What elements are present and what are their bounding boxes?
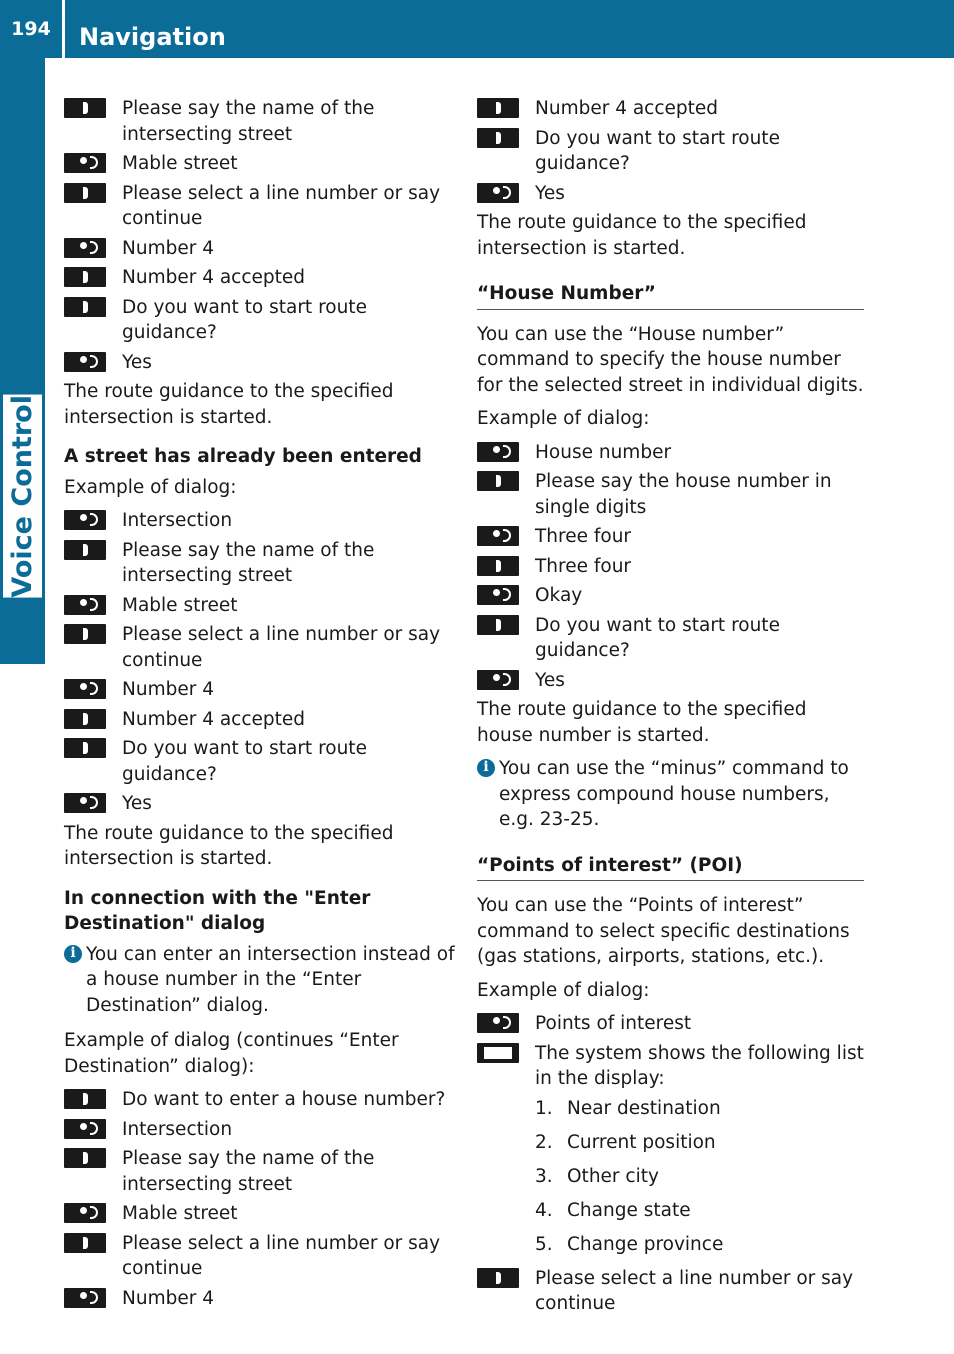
section-heading-poi: “Points of interest” (POI) <box>477 853 864 882</box>
dialog-text: Number 4 <box>122 237 214 259</box>
list-item-number: 3. <box>535 1165 553 1187</box>
dialog-text: Yes <box>122 793 152 814</box>
page-number: 194 <box>11 18 51 40</box>
dialog-text: Three four <box>535 526 632 547</box>
dialog-row <box>64 791 456 817</box>
subheading: In connection with the "Enter Destination" dialog <box>64 887 371 934</box>
dialog-text: Mable street <box>122 594 238 616</box>
dialog-row <box>477 126 864 177</box>
speaker-icon <box>64 540 106 560</box>
dialog-row <box>477 1011 864 1037</box>
speaker-icon <box>64 738 106 758</box>
dialog-row <box>64 1231 456 1282</box>
speaker-icon <box>477 1268 519 1288</box>
dialog-row <box>64 622 456 673</box>
dialog-row <box>64 96 456 147</box>
dialog-row <box>477 181 864 207</box>
dialog-row <box>477 554 864 580</box>
dialog-text: Number 4 accepted <box>122 267 306 288</box>
user-speech-icon <box>64 595 106 615</box>
dialog-row <box>477 668 864 694</box>
speaker-icon <box>64 267 106 287</box>
list-item-number: 1. <box>535 1097 553 1119</box>
info-note <box>477 756 864 833</box>
dialog-poi-continued <box>477 1266 864 1317</box>
dialog-text: Intersection <box>122 510 233 531</box>
dialog-text: Number 4 accepted <box>535 98 719 119</box>
dialog-row <box>64 736 456 787</box>
dialog-row <box>64 1286 456 1312</box>
dialog-text: Points of interest <box>535 1013 692 1034</box>
info-text: You can enter an intersection instead of a house number in the “Enter Destination” dialog. <box>86 943 455 1016</box>
dialog-row <box>477 524 864 550</box>
dialog-row <box>64 1201 456 1227</box>
dialog-text: Please say the name of the intersecting street <box>122 539 375 586</box>
display-icon <box>477 1043 519 1063</box>
speaker-icon <box>64 624 106 644</box>
dialog-continued <box>477 96 864 206</box>
dialog-text: The system shows the following list in the display: <box>535 1042 864 1089</box>
user-speech-icon <box>64 238 106 258</box>
dialog-row <box>64 593 456 619</box>
section-title: Navigation <box>79 23 226 51</box>
paragraph: The route guidance to the specified house number is started. <box>477 699 807 746</box>
user-speech-icon <box>477 442 519 462</box>
list-item-number: 4. <box>535 1199 553 1221</box>
speaker-icon <box>64 98 106 118</box>
dialog-text: Number 4 <box>122 679 214 700</box>
paragraph: You can use the “House number” command to specify the house number for the selected street in individual digits. <box>477 323 864 396</box>
dialog-enter-destination <box>64 1087 456 1311</box>
dialog-text: Please say the house number in single digits <box>535 471 832 518</box>
dialog-text: Do you want to start route guidance? <box>122 738 367 785</box>
dialog-street-entered <box>64 508 456 817</box>
speaker-icon <box>64 1148 106 1168</box>
list-item <box>535 1130 864 1156</box>
user-speech-icon <box>64 679 106 699</box>
dialog-row <box>477 613 864 664</box>
dialog-row <box>64 151 456 177</box>
header-divider <box>62 0 65 58</box>
dialog-row <box>477 440 864 466</box>
user-speech-icon <box>64 1288 106 1308</box>
user-speech-icon <box>477 1013 519 1033</box>
dialog-text: Number 4 accepted <box>122 708 306 730</box>
dialog-row <box>64 677 456 703</box>
speaker-icon <box>477 615 519 635</box>
chapter-tab-label-wrap <box>0 58 45 598</box>
list-item-text: Change province <box>567 1233 724 1255</box>
speaker-icon <box>477 128 519 148</box>
list-item <box>535 1164 864 1190</box>
dialog-row <box>64 1117 456 1143</box>
speaker-icon <box>477 98 519 118</box>
list-item-text: Current position <box>567 1131 716 1153</box>
list-item-text: Near destination <box>567 1097 721 1119</box>
dialog-text: Mable street <box>122 153 238 174</box>
user-speech-icon <box>477 526 519 546</box>
dialog-row <box>477 583 864 609</box>
dialog-text: Do you want to start route guidance? <box>535 127 780 174</box>
user-speech-icon <box>64 793 106 813</box>
dialog-text: Do want to enter a house number? <box>122 1089 446 1110</box>
list-item-number: 2. <box>535 1131 553 1153</box>
user-speech-icon <box>64 1203 106 1223</box>
dialog-text: Please select a line number or say continue <box>122 182 441 229</box>
paragraph: The route guidance to the specified intersection is started. <box>64 822 394 869</box>
dialog-row <box>64 181 456 232</box>
dialog-text: House number <box>535 441 672 463</box>
dialog-row <box>64 350 456 376</box>
user-speech-icon <box>477 585 519 605</box>
left-column <box>64 96 456 1315</box>
user-speech-icon <box>64 352 106 372</box>
subheading: A street has already been entered <box>64 446 422 467</box>
dialog-text: Number 4 <box>122 1287 214 1309</box>
dialog-row <box>64 1087 456 1113</box>
dialog-text: Three four <box>535 555 632 577</box>
paragraph: Example of dialog (continues “Enter Destination” dialog): <box>64 1030 399 1077</box>
poi-list <box>535 1096 864 1258</box>
dialog-text: Intersection <box>122 1118 233 1140</box>
paragraph: Example of dialog: <box>64 476 237 498</box>
dialog-text: Mable street <box>122 1203 238 1224</box>
dialog-text: Okay <box>535 585 583 606</box>
dialog-row <box>477 1041 864 1092</box>
speaker-icon <box>64 1233 106 1253</box>
dialog-row <box>64 236 456 262</box>
info-icon: i <box>64 945 82 963</box>
dialog-intersection <box>64 96 456 375</box>
paragraph: Example of dialog: <box>477 979 650 1001</box>
speaker-icon <box>477 471 519 491</box>
chapter-label: Voice Control <box>3 395 42 598</box>
list-item <box>535 1232 864 1258</box>
dialog-text: Yes <box>122 351 152 373</box>
speaker-icon <box>64 1089 106 1109</box>
paragraph: The route guidance to the specified intersection is started. <box>64 381 394 428</box>
dialog-row <box>477 469 864 520</box>
info-text: You can use the “minus” command to express compound house numbers, e.g. 23-25. <box>499 758 849 830</box>
dialog-text: Please select a line number or say continue <box>122 624 441 671</box>
list-item-text: Change state <box>567 1199 691 1221</box>
dialog-text: Please select a line number or say continue <box>535 1267 854 1314</box>
speaker-icon <box>64 709 106 729</box>
dialog-poi <box>477 1011 864 1092</box>
dialog-text: Please say the name of the intersecting street <box>122 98 375 145</box>
list-item-number: 5. <box>535 1233 553 1255</box>
user-speech-icon <box>64 153 106 173</box>
speaker-icon <box>64 297 106 317</box>
list-item <box>535 1198 864 1224</box>
list-item-text: Other city <box>567 1165 659 1187</box>
dialog-house-number <box>477 440 864 694</box>
dialog-text: Yes <box>535 669 565 691</box>
info-note <box>64 942 456 1019</box>
right-column <box>477 96 864 1321</box>
user-speech-icon <box>64 1119 106 1139</box>
dialog-row <box>64 265 456 291</box>
list-item <box>535 1096 864 1122</box>
user-speech-icon <box>64 510 106 530</box>
dialog-row <box>477 96 864 122</box>
dialog-row <box>64 295 456 346</box>
info-icon: i <box>477 759 495 777</box>
dialog-row <box>477 1266 864 1317</box>
speaker-icon <box>64 183 106 203</box>
dialog-text: Please select a line number or say continue <box>122 1232 441 1279</box>
user-speech-icon <box>477 183 519 203</box>
paragraph: The route guidance to the specified intersection is started. <box>477 212 807 259</box>
user-speech-icon <box>477 670 519 690</box>
dialog-row <box>64 538 456 589</box>
dialog-row <box>64 508 456 534</box>
speaker-icon <box>477 556 519 576</box>
dialog-row <box>64 1146 456 1197</box>
section-heading-house-number: “House Number” <box>477 281 864 310</box>
paragraph: Example of dialog: <box>477 408 650 429</box>
dialog-text: Please say the name of the intersecting street <box>122 1148 375 1195</box>
dialog-text: Yes <box>535 182 565 204</box>
dialog-row <box>64 707 456 733</box>
paragraph: You can use the “Points of interest” command to select specific destinations (gas stations, airports, stations, etc.). <box>477 895 850 967</box>
dialog-text: Do you want to start route guidance? <box>122 296 367 343</box>
dialog-text: Do you want to start route guidance? <box>535 614 780 661</box>
